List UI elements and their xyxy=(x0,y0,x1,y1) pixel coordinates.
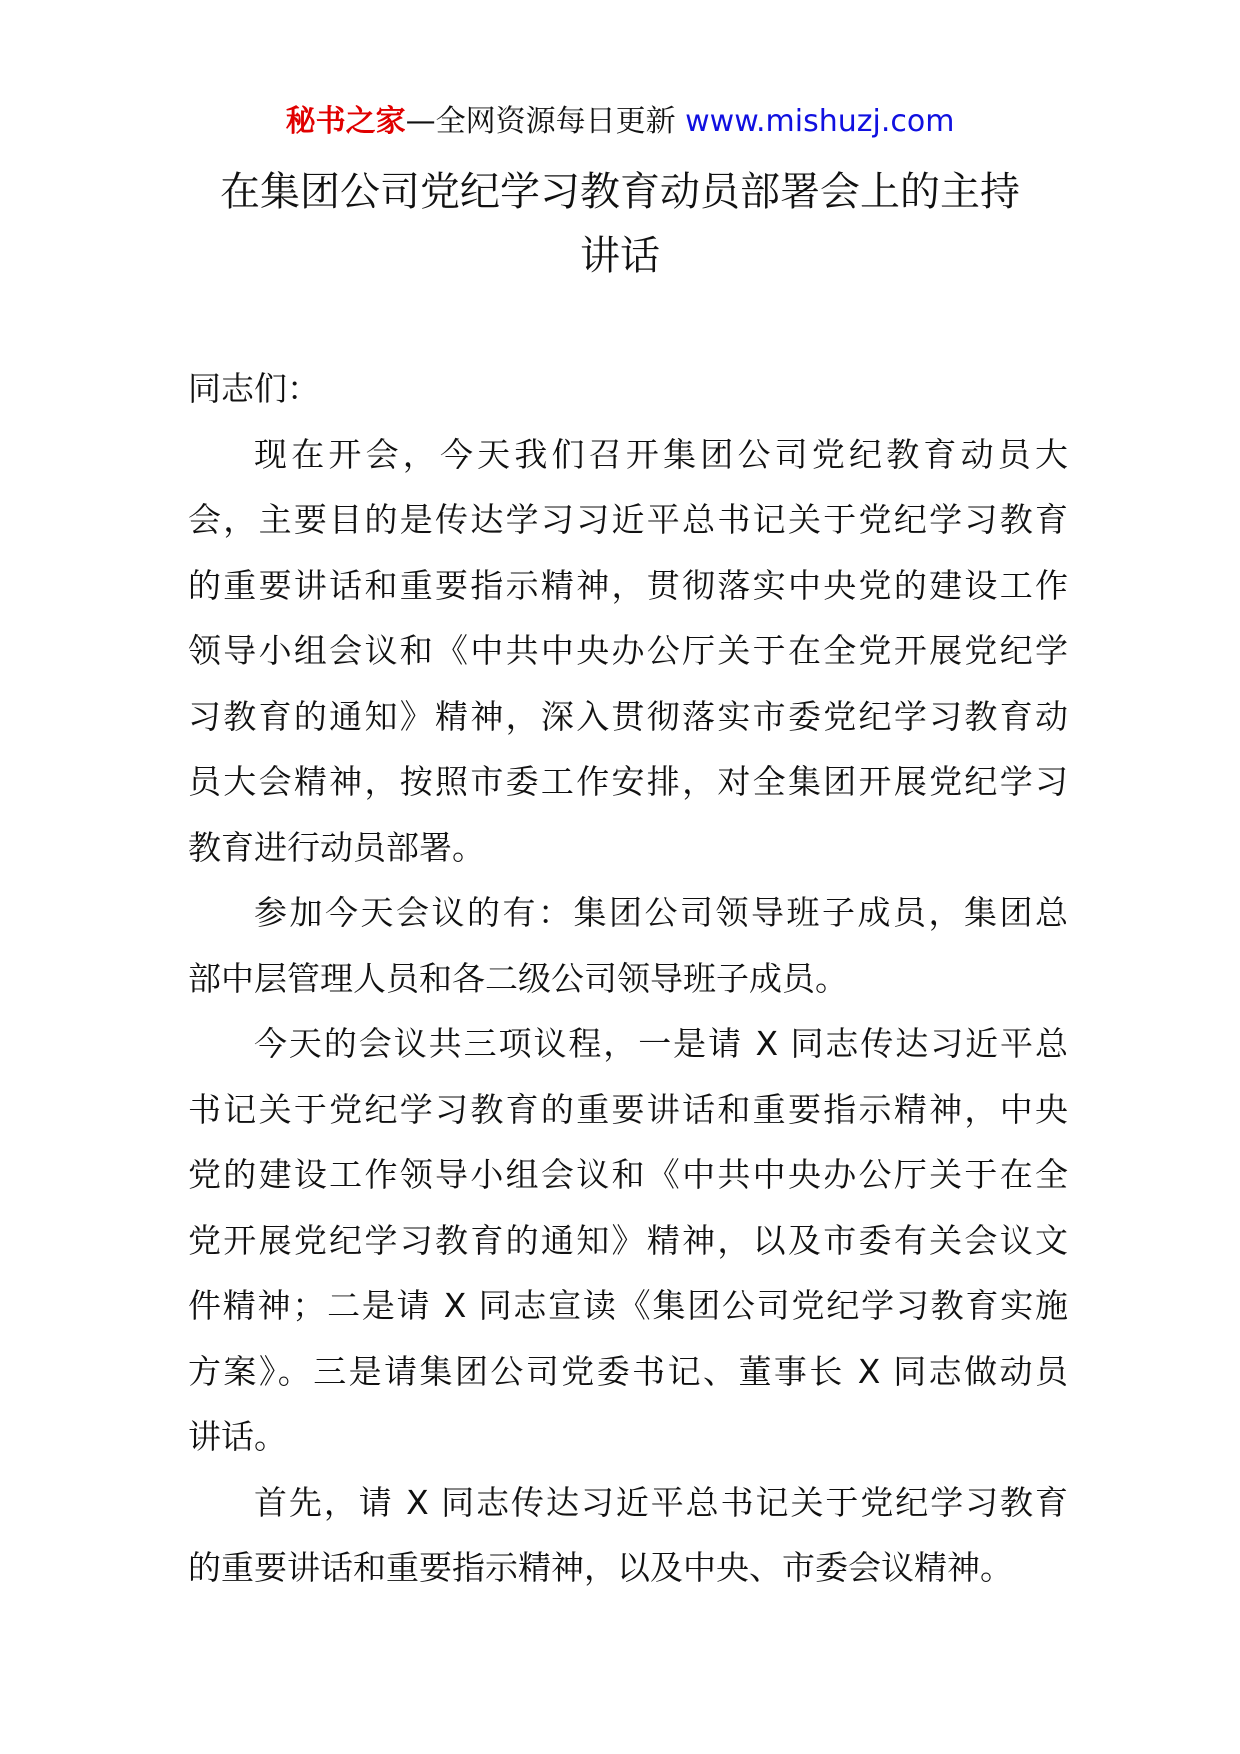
banner-tagline: 全网资源每日更新 xyxy=(435,104,686,139)
paragraph-first-item xyxy=(188,1470,1068,1601)
paragraph-line: 领导小组会议和《中共中央办公厅关于在全党开展党纪学 xyxy=(188,631,1068,670)
paragraph-line: 件精神；二是请 X 同志宣读《集团公司党纪学习教育实施 xyxy=(188,1286,1068,1325)
paragraph-line: 的重要讲话和重要指示精神，以及中央、市委会议精神。 xyxy=(188,1548,1013,1587)
title-line: 讲话 xyxy=(580,233,660,279)
paragraph-line: 党开展党纪学习教育的通知》精神，以及市委有关会议文 xyxy=(188,1220,1068,1260)
paragraph-line: 党的建设工作领导小组会议和《中共中央办公厅关于在全 xyxy=(188,1155,1068,1194)
banner-brand: 秘书之家 xyxy=(285,104,406,139)
site-banner xyxy=(0,100,1240,144)
document-body xyxy=(188,356,1068,1601)
paragraph-line: 参加今天会议的有：集团公司领导班子成员，集团总 xyxy=(254,893,1068,932)
title-line: 在集团公司党纪学习教育动员部署会上的主持 xyxy=(220,169,1020,215)
paragraph-line: 讲话。 xyxy=(188,1417,287,1456)
paragraph-line: 员大会精神，按照市委工作安排，对全集团开展党纪学习 xyxy=(188,762,1068,801)
paragraph-line: 部中层管理人员和各二级公司领导班子成员。 xyxy=(188,958,848,998)
paragraph-line: 首先，请 X 同志传达习近平总书记关于党纪学习教育 xyxy=(254,1482,1068,1522)
paragraph-attendees xyxy=(188,880,1068,1011)
paragraph-line: 现在开会，今天我们召开集团公司党纪教育动员大 xyxy=(254,434,1068,474)
paragraph-line: 今天的会议共三项议程，一是请 X 同志传达习近平总 xyxy=(254,1024,1068,1063)
salutation-text: 同志们： xyxy=(188,369,320,408)
paragraph-line: 书记关于党纪学习教育的重要讲话和重要指示精神，中央 xyxy=(188,1089,1068,1129)
salutation xyxy=(188,356,1068,422)
paragraph-line: 教育进行动员部署。 xyxy=(188,827,485,867)
paragraph-line: 方案》。三是请集团公司党委书记、董事长 X 同志做动员 xyxy=(188,1351,1068,1391)
banner-dash: — xyxy=(405,104,436,139)
paragraph-opening xyxy=(188,422,1068,881)
document-title xyxy=(130,160,1110,288)
paragraph-line: 的重要讲话和重要指示精神，贯彻落实中央党的建设工作 xyxy=(188,565,1068,605)
banner-url-link[interactable]: www.mishuzj.com xyxy=(685,104,955,139)
paragraph-line: 会，主要目的是传达学习习近平总书记关于党纪学习教育 xyxy=(188,500,1068,539)
paragraph-line: 习教育的通知》精神，深入贯彻落实市委党纪学习教育动 xyxy=(188,696,1068,736)
paragraph-agenda xyxy=(188,1011,1068,1470)
